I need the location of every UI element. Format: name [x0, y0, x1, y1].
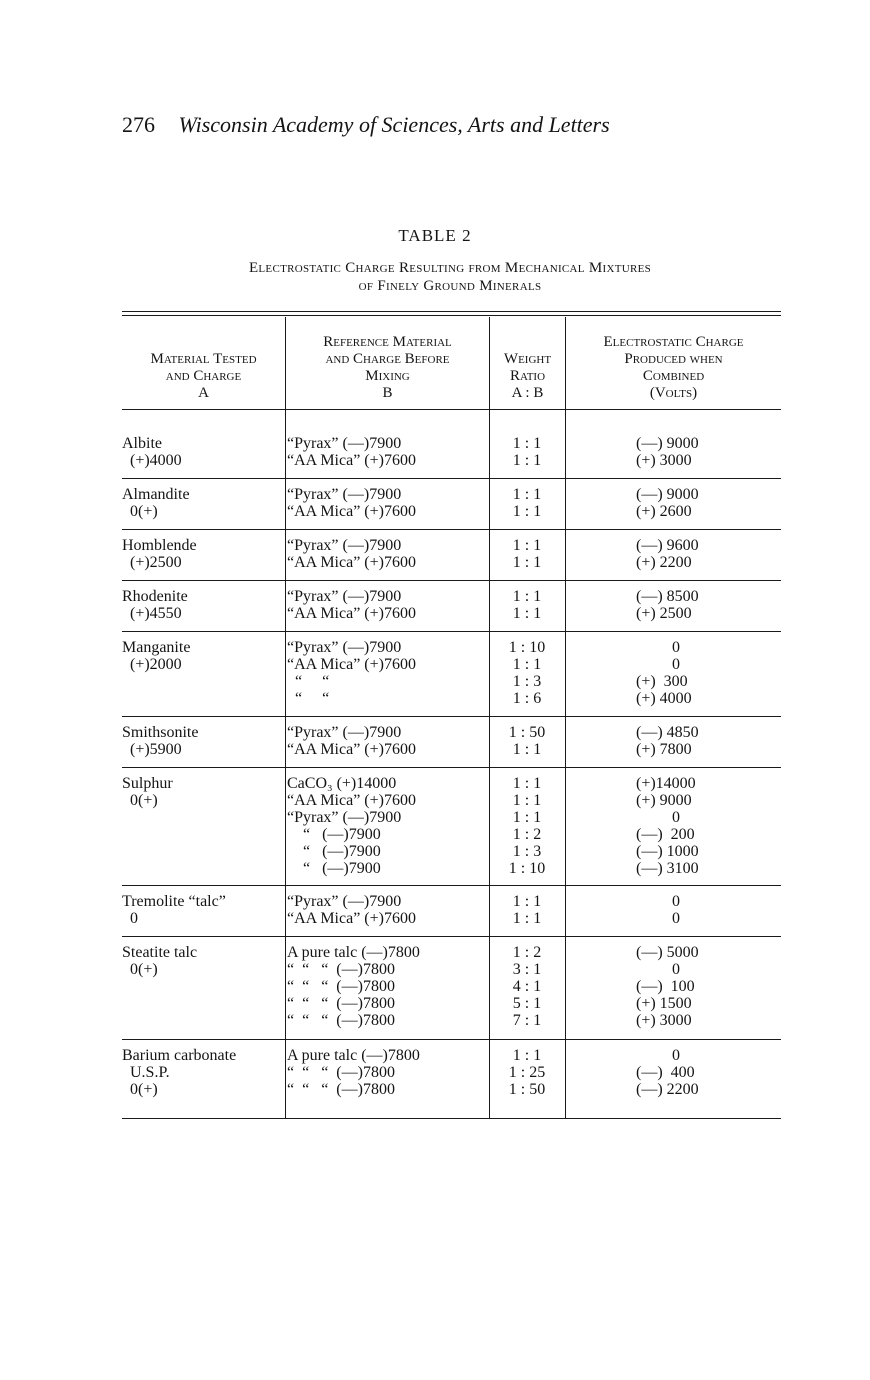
- cell-charge: [568, 1047, 781, 1098]
- cell-material: [122, 639, 282, 673]
- cell-line: 0: [636, 656, 680, 673]
- header-line: B: [382, 385, 393, 401]
- column-divider: [489, 317, 490, 1118]
- cell-line: (—) 5000: [636, 944, 699, 961]
- cell-line: Smithsonite: [122, 724, 199, 741]
- cell-line: (+) 7800: [636, 741, 692, 758]
- cell-material: [122, 775, 282, 809]
- cell-line: 1 : 1: [512, 741, 542, 758]
- cell-line: 1 : 3: [512, 673, 542, 690]
- cell-line: 0: [636, 893, 680, 910]
- table-caption-line: of Finely Ground Minerals: [358, 278, 542, 294]
- header-line: A : B: [511, 385, 544, 401]
- cell-reference: [287, 435, 487, 469]
- cell-line: “ (—)7900: [287, 860, 381, 877]
- cell-line: “ (—)7900: [287, 826, 381, 843]
- cell-line: 1 : 1: [512, 656, 542, 673]
- cell-line: “ “ “ (—)7800: [287, 1081, 395, 1098]
- cell-reference: [287, 724, 487, 758]
- cell-line: 1 : 1: [512, 792, 542, 809]
- cell-line: “ “ “ (—)7800: [287, 961, 395, 978]
- cell-material: [122, 486, 282, 520]
- running-head: [122, 112, 742, 138]
- cell-line: “Pyrax” (—)7900: [287, 809, 402, 826]
- cell-line: “AA Mica” (+)7600: [287, 741, 416, 758]
- cell-line: 1 : 6: [512, 690, 542, 707]
- header-line: Weight: [503, 351, 552, 367]
- cell-line: 0: [636, 910, 680, 927]
- cell-charge: [568, 537, 781, 571]
- row-separator: [122, 885, 781, 886]
- cell-line: 7 : 1: [512, 1012, 542, 1029]
- cell-charge: [568, 588, 781, 622]
- cell-reference: [287, 639, 487, 707]
- cell-line: Steatite talc: [122, 944, 198, 961]
- cell-line: (—) 3100: [636, 860, 699, 877]
- cell-line: Tremolite “talc”: [122, 893, 226, 910]
- cell-ratio: [492, 775, 562, 877]
- cell-line: Rhodenite: [122, 588, 188, 605]
- cell-line: (+) 300: [636, 673, 688, 690]
- header-line: Combined: [642, 368, 705, 384]
- header-line: Ratio: [509, 368, 546, 384]
- column-divider: [285, 317, 286, 1118]
- header-line: and Charge Before: [325, 351, 450, 367]
- row-separator: [122, 767, 781, 768]
- cell-line: “AA Mica” (+)7600: [287, 503, 416, 520]
- cell-line: (+) 1500: [636, 995, 692, 1012]
- cell-line: (—) 9600: [636, 537, 699, 554]
- cell-line: 3 : 1: [512, 961, 542, 978]
- cell-line: (+)2000: [122, 656, 182, 673]
- cell-line: (—) 400: [636, 1064, 695, 1081]
- cell-line: “AA Mica” (+)7600: [287, 554, 416, 571]
- cell-line: (+)2500: [122, 554, 182, 571]
- cell-line: “AA Mica” (+)7600: [287, 452, 416, 469]
- cell-line: Almandite: [122, 486, 190, 503]
- column-divider: [565, 317, 566, 1118]
- header-line: Electrostatic Charge: [603, 334, 744, 350]
- cell-line: Barium carbonate: [122, 1047, 237, 1064]
- table-caption-line: Electrostatic Charge Resulting from Mechanical Mixtures: [248, 260, 652, 276]
- cell-line: 0(+): [122, 961, 158, 978]
- cell-line: “Pyrax” (—)7900: [287, 537, 402, 554]
- table-caption: [150, 259, 750, 295]
- column-header-charge: [566, 334, 781, 402]
- cell-line: 1 : 1: [512, 893, 542, 910]
- cell-line: “ “ “ (—)7800: [287, 1012, 395, 1029]
- cell-reference: [287, 1047, 487, 1098]
- page-number: 276: [122, 112, 155, 137]
- cell-ratio: [492, 1047, 562, 1098]
- cell-line: 1 : 50: [508, 724, 546, 741]
- cell-line: “AA Mica” (+)7600: [287, 910, 416, 927]
- cell-line: (+)4550: [122, 605, 182, 622]
- cell-line: 1 : 1: [512, 910, 542, 927]
- cell-line: 1 : 50: [508, 1081, 546, 1098]
- cell-line: (—) 200: [636, 826, 695, 843]
- header-line: Produced when: [624, 351, 723, 367]
- cell-ratio: [492, 639, 562, 707]
- cell-line: 1 : 1: [512, 809, 542, 826]
- cell-ratio: [492, 893, 562, 927]
- column-header-reference: [286, 334, 489, 402]
- table-top-rule: [122, 311, 781, 312]
- cell-line: (—) 8500: [636, 588, 699, 605]
- cell-line: 0: [122, 910, 138, 927]
- cell-line: CaCO₃ (+)14000: [287, 775, 397, 792]
- cell-line: 0(+): [122, 503, 158, 520]
- cell-line: (+)14000: [636, 775, 696, 792]
- cell-line: 1 : 1: [512, 503, 542, 520]
- cell-charge: [568, 775, 781, 877]
- cell-reference: [287, 893, 487, 927]
- cell-material: [122, 724, 282, 758]
- cell-charge: [568, 435, 781, 469]
- cell-line: “AA Mica” (+)7600: [287, 656, 416, 673]
- cell-ratio: [492, 724, 562, 758]
- cell-line: “Pyrax” (—)7900: [287, 724, 402, 741]
- cell-line: 0(+): [122, 792, 158, 809]
- cell-line: (+)5900: [122, 741, 182, 758]
- cell-line: (+) 2200: [636, 554, 692, 571]
- cell-line: “ “ “ (—)7800: [287, 1064, 395, 1081]
- header-line: Reference Material: [323, 334, 452, 350]
- cell-material: [122, 1047, 282, 1098]
- cell-reference: [287, 944, 487, 1029]
- cell-line: 0: [636, 961, 680, 978]
- row-separator: [122, 529, 781, 530]
- cell-line: (+) 4000: [636, 690, 692, 707]
- cell-line: A pure talc (—)7800: [287, 944, 420, 961]
- cell-line: 1 : 10: [508, 639, 546, 656]
- journal-title: Wisconsin Academy of Sciences, Arts and Letters: [178, 112, 610, 137]
- column-header-ratio: [490, 351, 565, 402]
- cell-line: 1 : 1: [512, 588, 542, 605]
- row-separator: [122, 716, 781, 717]
- cell-line: (—) 2200: [636, 1081, 699, 1098]
- cell-line: 1 : 1: [512, 452, 542, 469]
- header-line: A: [198, 385, 209, 401]
- cell-line: Manganite: [122, 639, 191, 656]
- cell-line: “ (—)7900: [287, 843, 381, 860]
- cell-reference: [287, 486, 487, 520]
- cell-line: 1 : 1: [512, 775, 542, 792]
- cell-line: 0: [636, 1047, 680, 1064]
- cell-line: 1 : 1: [512, 486, 542, 503]
- cell-line: “Pyrax” (—)7900: [287, 435, 402, 452]
- cell-line: (—) 1000: [636, 843, 699, 860]
- cell-line: 1 : 1: [512, 537, 542, 554]
- header-line: and Charge: [165, 368, 242, 384]
- cell-ratio: [492, 944, 562, 1029]
- cell-line: “Pyrax” (—)7900: [287, 588, 402, 605]
- cell-line: 1 : 2: [512, 826, 542, 843]
- cell-line: 0(+): [122, 1081, 158, 1098]
- cell-ratio: [492, 588, 562, 622]
- row-separator: [122, 580, 781, 581]
- cell-line: Homblende: [122, 537, 197, 554]
- cell-line: (—) 9000: [636, 435, 699, 452]
- cell-line: 5 : 1: [512, 995, 542, 1012]
- cell-line: 1 : 10: [508, 860, 546, 877]
- cell-line: Albite: [122, 435, 162, 452]
- cell-charge: [568, 486, 781, 520]
- cell-line: “ “ “ (—)7800: [287, 978, 395, 995]
- header-line: Material Tested: [150, 351, 257, 367]
- cell-line: 1 : 1: [512, 605, 542, 622]
- cell-line: Sulphur: [122, 775, 173, 792]
- cell-charge: [568, 639, 781, 707]
- cell-line: “Pyrax” (—)7900: [287, 639, 402, 656]
- cell-line: “ “: [287, 673, 330, 690]
- table-top-rule: [122, 315, 781, 316]
- cell-line: (—) 100: [636, 978, 695, 995]
- cell-line: (—) 9000: [636, 486, 699, 503]
- cell-line: 1 : 25: [508, 1064, 546, 1081]
- row-separator: [122, 1039, 781, 1040]
- cell-line: (+) 2600: [636, 503, 692, 520]
- column-header-material: [122, 351, 285, 402]
- cell-line: 4 : 1: [512, 978, 542, 995]
- cell-reference: [287, 775, 487, 877]
- cell-charge: [568, 724, 781, 758]
- row-separator: [122, 631, 781, 632]
- cell-line: “Pyrax” (—)7900: [287, 893, 402, 910]
- cell-line: 1 : 1: [512, 435, 542, 452]
- cell-line: (+) 3000: [636, 1012, 692, 1029]
- cell-material: [122, 435, 282, 469]
- cell-material: [122, 944, 282, 978]
- cell-line: “AA Mica” (+)7600: [287, 792, 416, 809]
- cell-line: U.S.P.: [122, 1064, 170, 1081]
- cell-line: 1 : 3: [512, 843, 542, 860]
- header-rule: [122, 409, 781, 410]
- cell-ratio: [492, 537, 562, 571]
- cell-line: (—) 4850: [636, 724, 699, 741]
- cell-line: 1 : 1: [512, 1047, 542, 1064]
- cell-line: 1 : 2: [512, 944, 542, 961]
- cell-material: [122, 588, 282, 622]
- cell-material: [122, 537, 282, 571]
- cell-reference: [287, 537, 487, 571]
- cell-line: 0: [636, 639, 680, 656]
- cell-line: (+) 9000: [636, 792, 692, 809]
- table-number: TABLE 2: [398, 226, 472, 245]
- header-line: (Volts): [649, 385, 698, 401]
- cell-line: “ “: [287, 690, 330, 707]
- cell-line: A pure talc (—)7800: [287, 1047, 420, 1064]
- cell-line: (+) 3000: [636, 452, 692, 469]
- cell-line: (+)4000: [122, 452, 182, 469]
- header-line: Mixing: [365, 368, 410, 384]
- table-bottom-rule: [122, 1118, 781, 1119]
- row-separator: [122, 936, 781, 937]
- cell-charge: [568, 893, 781, 927]
- cell-line: (+) 2500: [636, 605, 692, 622]
- cell-material: [122, 893, 282, 927]
- cell-ratio: [492, 486, 562, 520]
- cell-line: 1 : 1: [512, 554, 542, 571]
- cell-line: “AA Mica” (+)7600: [287, 605, 416, 622]
- cell-ratio: [492, 435, 562, 469]
- cell-reference: [287, 588, 487, 622]
- cell-line: “Pyrax” (—)7900: [287, 486, 402, 503]
- row-separator: [122, 478, 781, 479]
- cell-line: 0: [636, 809, 680, 826]
- cell-charge: [568, 944, 781, 1029]
- cell-line: “ “ “ (—)7800: [287, 995, 395, 1012]
